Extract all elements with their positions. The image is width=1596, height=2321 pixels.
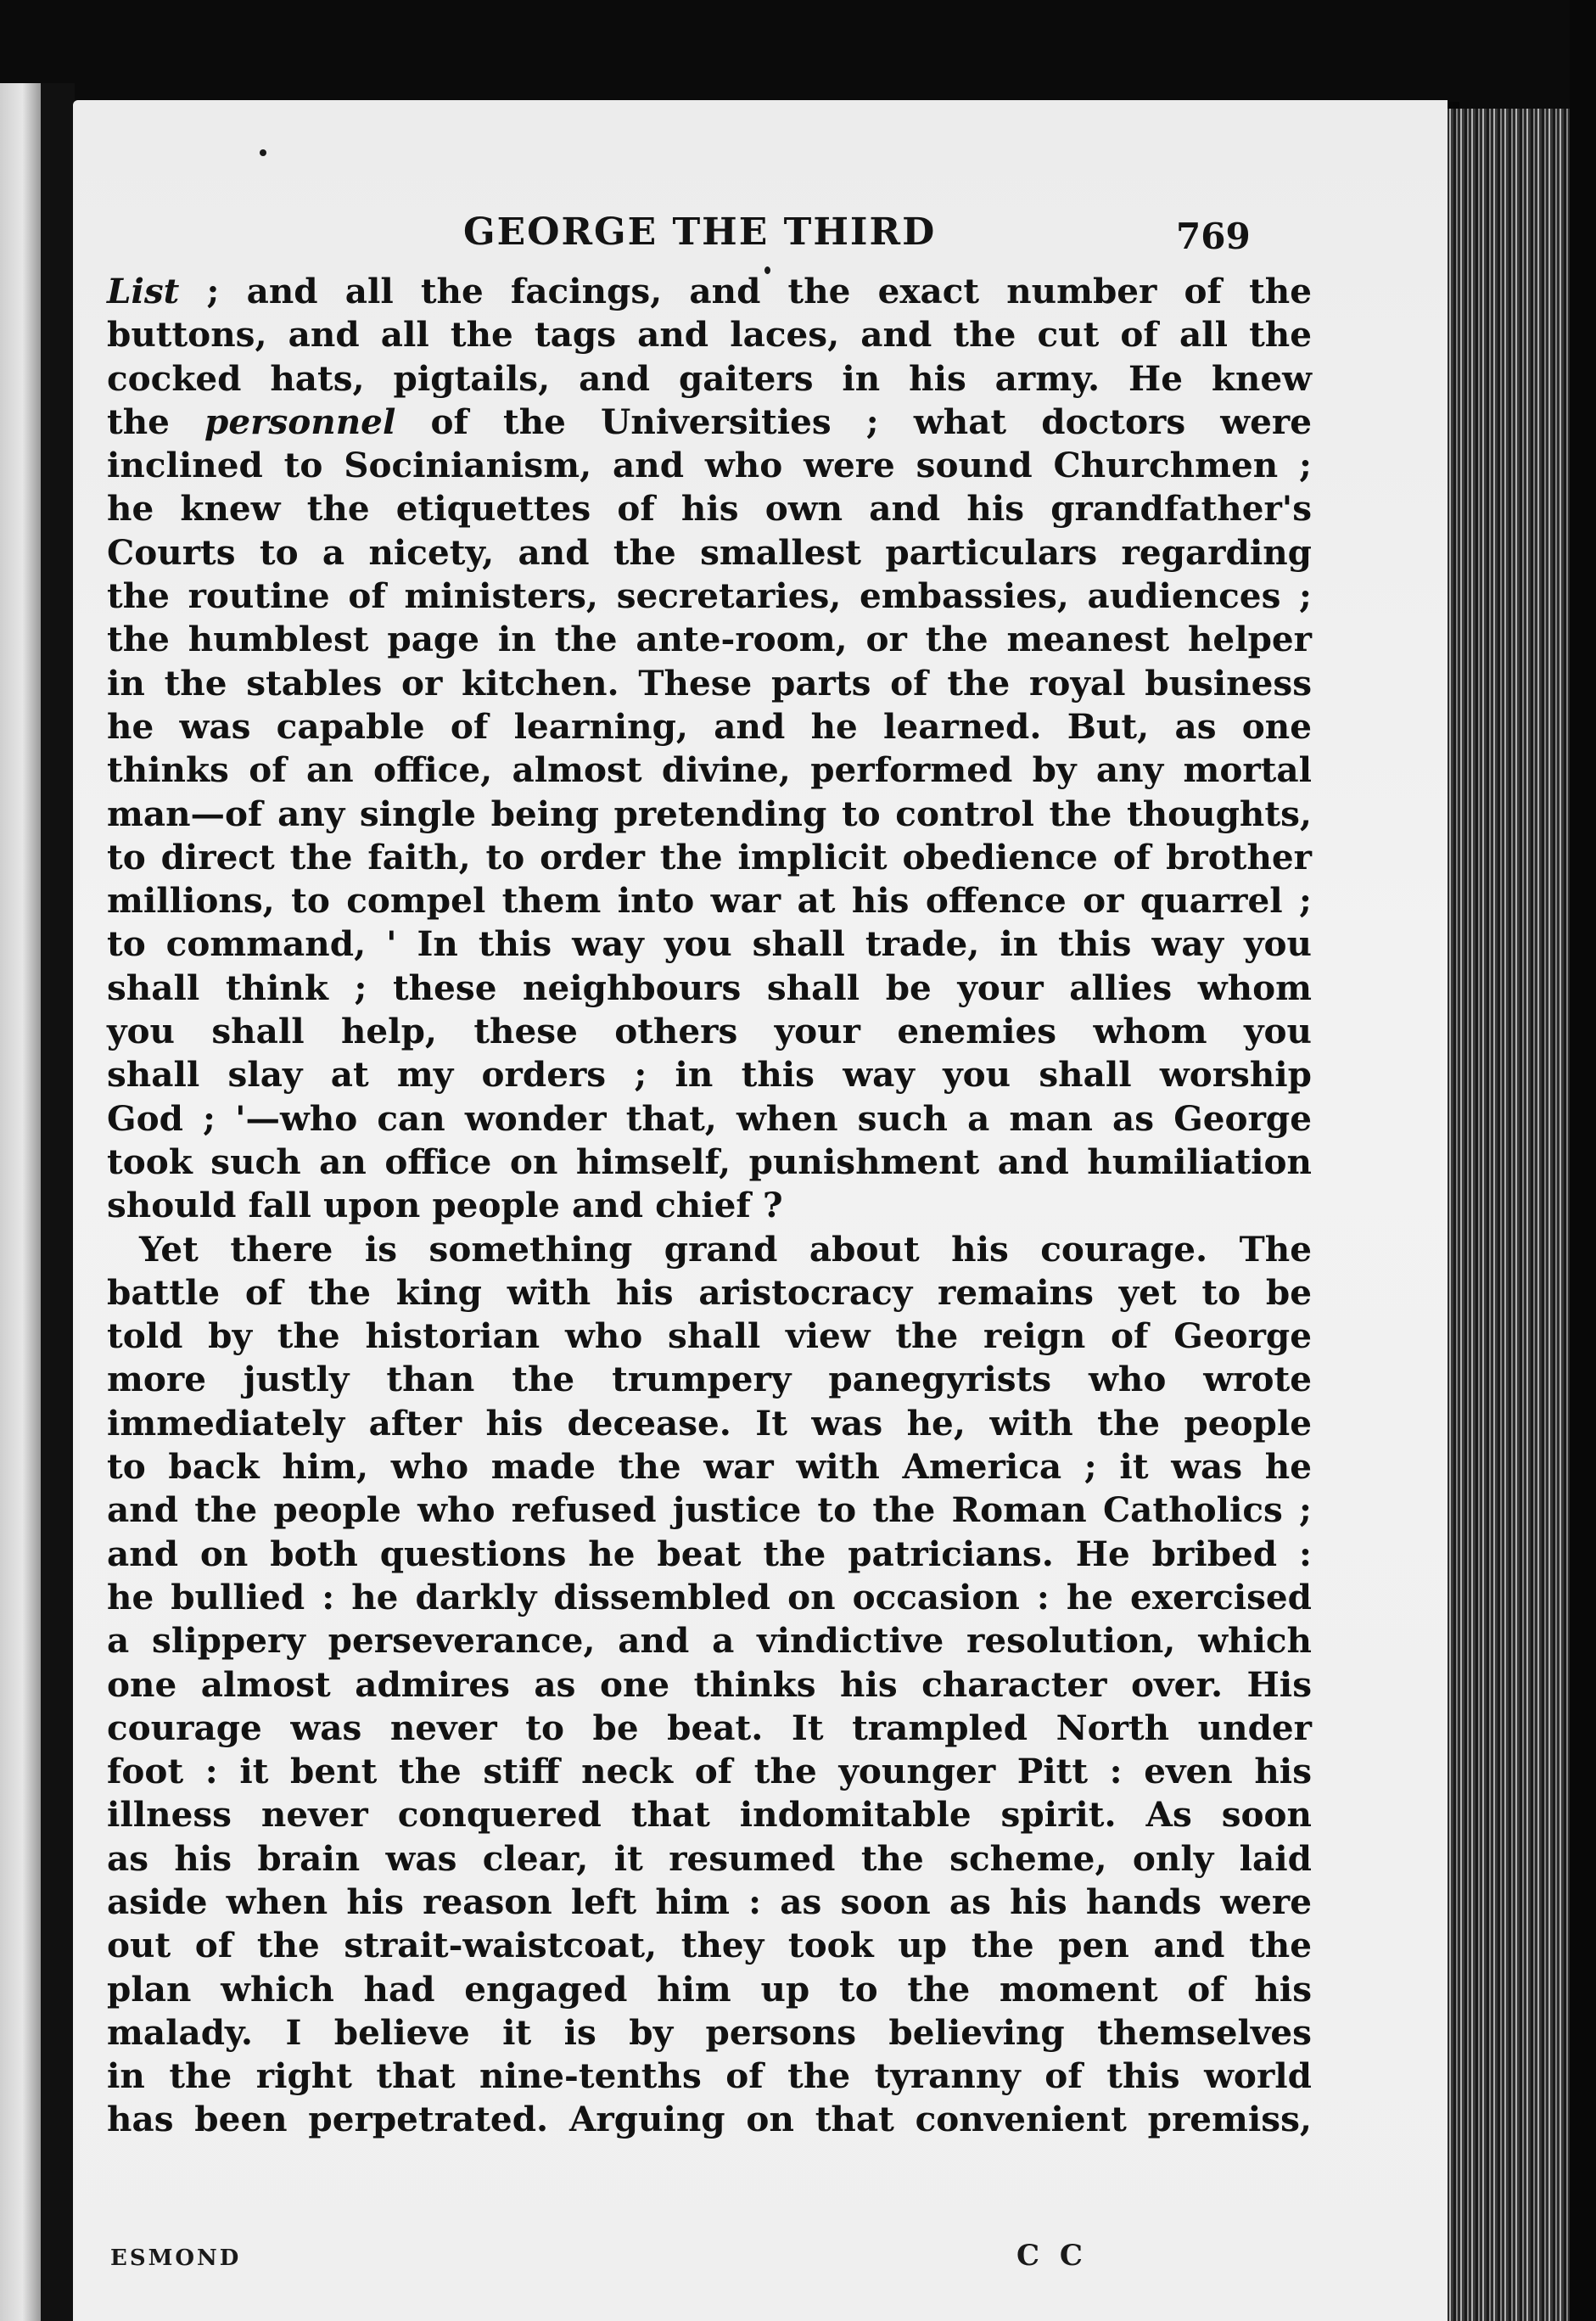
text-run: to direct the faith, to order the implicit obedience of brother [107, 836, 1312, 877]
text-line [107, 1488, 1312, 1532]
signature-mark: ESMOND [110, 2245, 242, 2271]
text-line [107, 1141, 1312, 1184]
text-run: buttons, and all the tags and laces, and the cut of all the [107, 314, 1312, 356]
text-run: told by the historian who shall view the reign of George [107, 1315, 1312, 1357]
text-line [107, 1228, 1312, 1271]
text-line [107, 1533, 1312, 1576]
stacked-page-edges [1442, 109, 1570, 2321]
text-line [107, 1837, 1312, 1881]
text-run: foot : it bent the stiff neck of the younger Pitt : even his [107, 1751, 1312, 1792]
text-line [107, 1881, 1312, 1924]
text-line [107, 748, 1312, 792]
text-run: he bullied : he darkly dissembled on occasion : he exercised [107, 1576, 1312, 1617]
text-run: the humblest page in the ante-room, or the meanest helper [107, 619, 1312, 660]
page-header [73, 210, 1448, 278]
text-run: illness never conquered that indomitable spirit. As soon [107, 1794, 1312, 1836]
text-line [107, 313, 1312, 356]
text-line [107, 705, 1312, 748]
text-run: shall think ; these neighbours shall be your allies whom [107, 967, 1312, 1008]
text-line [107, 1707, 1312, 1750]
text-run: malady. I believe it is by persons believing themselves [107, 2011, 1312, 2053]
text-run: one almost admires as one thinks his character over. His [107, 1663, 1312, 1705]
text-run: inclined to Socinianism, and who were sound Churchmen ; [107, 445, 1312, 486]
text-run: man—of any single being pretending to control the thoughts, [107, 793, 1312, 834]
text-line [107, 793, 1312, 836]
text-run: thinks of an office, almost divine, performed by any mortal [107, 749, 1312, 791]
text-run: battle of the king with his aristocracy remains yet to be [107, 1271, 1312, 1313]
paragraph [107, 270, 1312, 1228]
text-run: Yet there is something grand about his courage. The [139, 1228, 1312, 1270]
text-run: and the people who refused justice to the Roman Catholics ; [107, 1489, 1312, 1531]
text-line [107, 487, 1312, 530]
text-line [107, 575, 1312, 618]
text-line [107, 531, 1312, 575]
text-line [107, 1315, 1312, 1358]
text-line [107, 922, 1312, 966]
text-line [107, 1097, 1312, 1141]
text-run: in the right that nine-tenths of the tyranny of this world [107, 2055, 1312, 2097]
text-run: he knew the etiquettes of his own and his grandfather's [107, 488, 1312, 530]
text-run: aside when his reason left him : as soon as his hands were [107, 1881, 1312, 1922]
text-line [107, 1663, 1312, 1707]
text-run: more justly than the trumpery panegyrists who wrote [107, 1359, 1312, 1400]
page-footer [73, 2239, 1448, 2290]
text-run: took such an office on himself, punishment and humiliation [107, 1141, 1312, 1182]
facing-page-edge [0, 83, 41, 2321]
paragraph [107, 1228, 1312, 2142]
text-line [107, 270, 1312, 313]
text-line [107, 357, 1312, 401]
body-text [107, 270, 1312, 2142]
text-line [107, 401, 1312, 444]
text-line [107, 1402, 1312, 1445]
text-run: immediately after his decease. It was he, with the people [107, 1402, 1312, 1444]
text-run: millions, to compel them into war at his offence or quarrel ; [107, 880, 1312, 922]
text-run: you shall help, these others your enemies whom you [107, 1011, 1312, 1052]
text-line [107, 618, 1312, 661]
text-line [107, 1968, 1312, 2011]
text-line [107, 1924, 1312, 1967]
text-run: the routine of ministers, secretaries, embassies, audiences ; [107, 575, 1312, 617]
text-line [107, 1619, 1312, 1662]
text-line [107, 2011, 1312, 2055]
italic-run: List [107, 271, 180, 311]
text-run: cocked hats, pigtails, and gaiters in his army. He knew [107, 357, 1312, 399]
text-line [107, 2098, 1312, 2141]
text-run: Courts to a nicety, and the smallest particulars regarding [107, 531, 1312, 573]
text-line [107, 1793, 1312, 1836]
text-line [107, 1184, 1312, 1227]
text-run: has been perpetrated. Arguing on that convenient premiss, [107, 2099, 1312, 2140]
text-run: out of the strait-waistcoat, they took up the pen and the [107, 1925, 1312, 1966]
text-run: and on both questions he beat the patricians. He bribed : [107, 1533, 1312, 1574]
text-run: ; and all the facings, and the exact number of the [179, 271, 1312, 311]
text-line [107, 444, 1312, 487]
text-line [107, 2055, 1312, 2098]
text-line [107, 1358, 1312, 1401]
text-run: to back him, who made the war with America ; it was he [107, 1446, 1312, 1488]
page-number: 769 [1176, 216, 1251, 257]
text-line [107, 1750, 1312, 1793]
book-page [73, 100, 1448, 2321]
text-run: the [107, 401, 205, 442]
running-head: GEORGE THE THIRD [463, 210, 937, 254]
text-line [107, 1010, 1312, 1053]
text-run: as his brain was clear, it resumed the scheme, only laid [107, 1837, 1312, 1879]
text-run: courage was never to be beat. It trampled North under [107, 1707, 1312, 1748]
text-run: God ; '—who can wonder that, when such a man as George [107, 1097, 1312, 1139]
text-run: shall slay at my orders ; in this way you shall worship [107, 1054, 1312, 1096]
text-run: plan which had engaged him up to the moment of his [107, 1968, 1312, 2010]
text-run: he was capable of learning, and he learned. But, as one [107, 705, 1312, 747]
text-line [107, 1271, 1312, 1315]
ink-speck [260, 149, 266, 156]
text-run: in the stables or kitchen. These parts of the royal business [107, 662, 1312, 704]
text-run: a slippery perseverance, and a vindictive resolution, which [107, 1620, 1312, 1662]
text-run: should fall upon people and chief ? [107, 1185, 783, 1226]
text-line [107, 1053, 1312, 1096]
text-line [107, 1576, 1312, 1619]
text-run: to command, ' In this way you shall trade, in this way you [107, 923, 1312, 965]
text-line [107, 879, 1312, 922]
book-gutter [41, 83, 75, 2321]
text-line [107, 1445, 1312, 1488]
italic-run: personnel [204, 401, 396, 442]
text-line [107, 662, 1312, 705]
text-line [107, 836, 1312, 879]
text-line [107, 967, 1312, 1010]
text-run: of the Universities ; what doctors were [395, 401, 1312, 442]
scan-background-right [1570, 0, 1596, 2321]
gathering-mark: C C [1016, 2239, 1088, 2273]
